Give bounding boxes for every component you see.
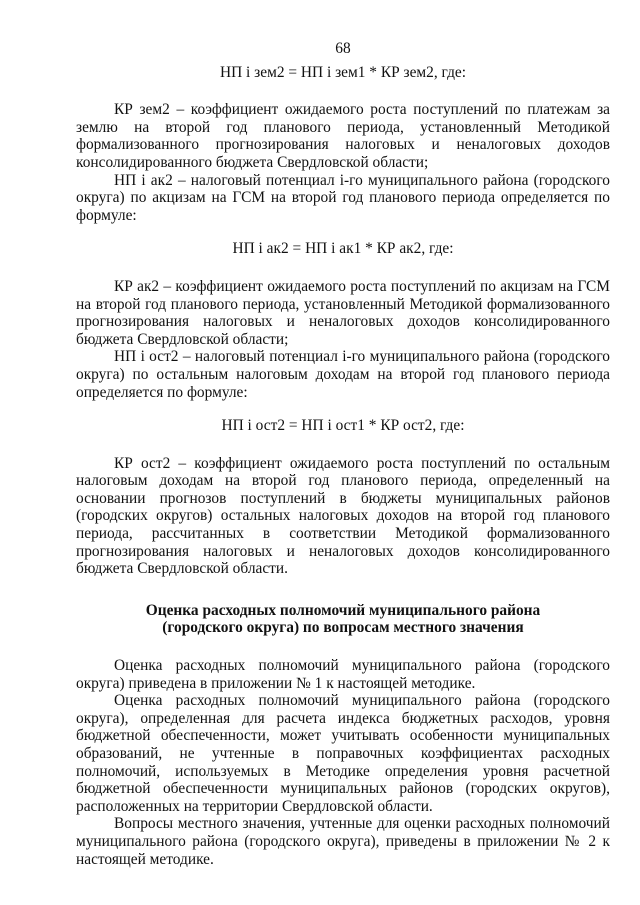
paragraph-np-ak2: НП i ак2 – налоговый потенциал i-го муниципального района (городского округа) по акцизам на ГСМ на второй год планового периода определяется по формуле: [76,171,610,224]
formula-ost2: НП i ост2 = НП i ост1 * КР ост2, где: [221,417,465,435]
paragraph-assessment-2: Оценка расходных полномочий муниципального района (городского округа), определенная для расчета индекса бюджетных расходов, уровня бюджетной обеспеченности, может учитывать особенности муниципальных образований, не учтенные в поправочных коэффициентах расходных полномочий, используемых в Методике определения уровня расчетной бюджетной обеспеченности муниципальных районов (городских округов), расположенных на территории Свердловской области. [76,692,610,815]
formula-ak2: НП i ак2 = НП i ак1 * КР ак2, где: [232,240,454,258]
section-heading-line-2: (городского округа) по вопросам местного значения [162,619,524,637]
document-page [76,40,610,868]
paragraph-assessment-1: Оценка расходных полномочий муниципального района (городского округа) приведена в приложении № 1 к настоящей методике. [76,657,610,692]
formula-zem2: НП i зем2 = НП i зем1 * КР зем2, где: [219,63,467,81]
page-number: 68 [335,40,351,57]
section-heading-line-1: Оценка расходных полномочий муниципального района [145,601,541,619]
paragraph-kr-ost2: КР ост2 – коэффициент ожидаемого роста поступлений по остальным налоговым доходам на второй год планового периода, определенный на основании прогнозов поступлений в бюджеты муниципальных районов (городских округов) остальных налоговых доходов на второй год планового периода, рассчитанных в соответствии Методикой формализованного прогнозирования налоговых и неналоговых доходов консолидированного бюджета Свердловской области. [76,454,610,578]
paragraph-kr-ak2: КР ак2 – коэффициент ожидаемого роста поступлений по акцизам на ГСМ на второй год планового периода, установленный Методикой формализованного прогнозирования налоговых и неналоговых доходов консолидированного бюджета Свердловской области; [76,277,610,348]
paragraph-local-issues: Вопросы местного значения, учтенные для оценки расходных полномочий муниципального района (городского округа), приведены в приложении № 2 к настоящей методике. [76,815,610,868]
paragraph-np-ost2: НП i ост2 – налоговый потенциал i-го муниципального района (городского округа) по остальным налоговым доходам на второй год планового периода определяется по формуле: [76,348,610,401]
paragraph-kr-zem2: КР зем2 – коэффициент ожидаемого роста поступлений по платежам за землю на второй год планового периода, установленный Методикой формализованного прогнозирования налоговых и неналоговых доходов консолидированного бюджета Свердловской области; [76,101,610,171]
